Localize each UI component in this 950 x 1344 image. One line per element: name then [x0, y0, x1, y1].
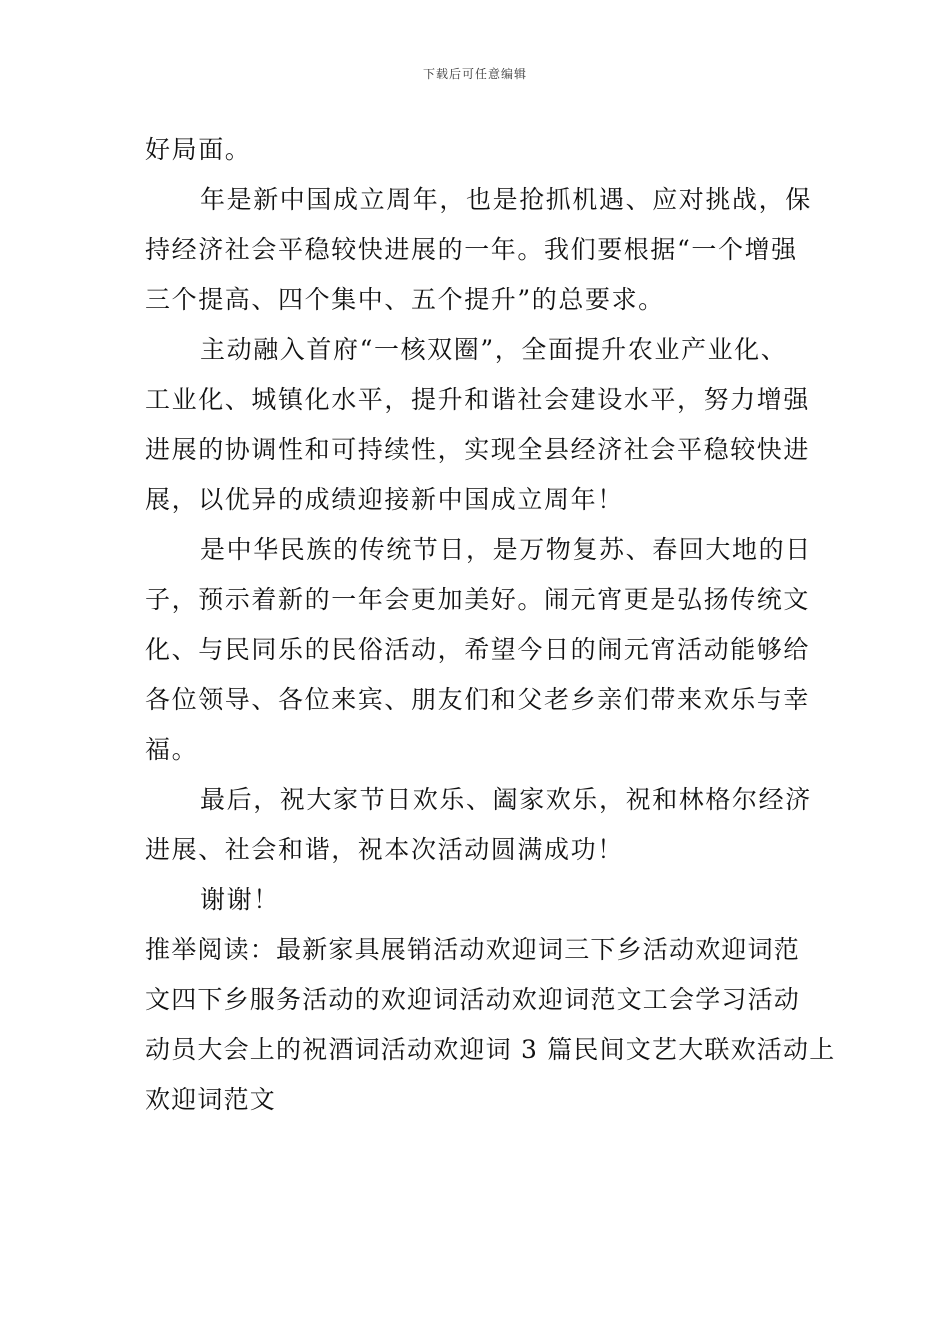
document-body	[145, 125, 836, 1125]
recommended-reading-line: 动员大会上的祝酒词活动欢迎词 3 篇民间文艺大联欢活动上	[145, 1035, 836, 1064]
recommended-reading-line: 欢迎词范文	[145, 1085, 277, 1114]
paragraph-line: 持经济社会平稳较快进展的一年。我们要根据“一个增强	[145, 235, 798, 264]
paragraph-line: 三个提高、四个集中、五个提升”的总要求。	[145, 285, 665, 314]
paragraph-line: 年是新中国成立周年，也是抢抓机遇、应对挑战，保	[200, 185, 812, 214]
paragraph-line: 是中华民族的传统节日，是万物复苏、春回大地的日	[200, 535, 812, 564]
paragraph-line: 各位领导、各位来宾、朋友们和父老乡亲们带来欢乐与幸	[145, 685, 811, 714]
paragraph-line: 化、与民同乐的民俗活动，希望今日的闹元宵活动能够给	[145, 635, 811, 664]
paragraph-line: 进展的协调性和可持续性，实现全县经济社会平稳较快进	[145, 435, 811, 464]
recommended-reading-line: 推举阅读：最新家具展销活动欢迎词三下乡活动欢迎词范	[145, 935, 801, 964]
paragraph-line: 子，预示着新的一年会更加美好。闹元宵更是弘扬传统文	[145, 585, 811, 614]
recommended-reading-line: 文四下乡服务活动的欢迎词活动欢迎词范文工会学习活动	[145, 985, 801, 1014]
paragraph-line: 进展、社会和谐，祝本次活动圆满成功！	[145, 835, 624, 864]
closing-thanks: 谢谢！	[200, 885, 280, 914]
paragraph-line: 最后，祝大家节日欢乐、阖家欢乐，祝和林格尔经济	[200, 785, 812, 814]
paragraph-line: 展，以优异的成绩迎接新中国成立周年！	[145, 485, 624, 514]
page-header-caption: 下载后可任意编辑	[422, 67, 527, 81]
paragraph-line: 福。	[145, 735, 199, 764]
paragraph-line: 主动融入首府“一核双圈”，全面提升农业产业化、	[200, 335, 788, 364]
paragraph-line: 好局面。	[145, 135, 252, 164]
paragraph-line: 工业化、城镇化水平，提升和谐社会建设水平，努力增强	[145, 385, 811, 414]
